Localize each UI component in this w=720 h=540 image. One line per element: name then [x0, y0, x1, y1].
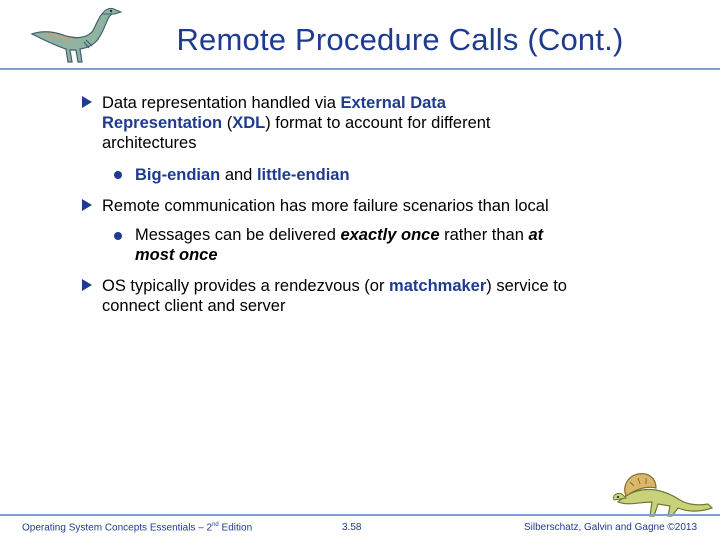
- term-matchmaker: matchmaker: [389, 277, 487, 295]
- bullet-item-1: [102, 93, 522, 153]
- footer-page-number: 3.58: [342, 522, 362, 533]
- footer-book-text: Operating System Concepts Essentials – 2: [22, 522, 213, 534]
- sub-2-1-mid: rather than: [439, 226, 529, 244]
- footer-book-sup: nd: [212, 522, 219, 528]
- round-bullet-icon: [114, 171, 122, 179]
- bullet-3-suffix: ) service to connect client and server: [102, 277, 567, 315]
- sub-2-1-pre: Messages can be delivered: [135, 226, 341, 244]
- sub-item-1-1: [135, 165, 575, 185]
- bullet-item-2: [102, 196, 662, 216]
- bullet-item-3: [102, 276, 602, 316]
- bullet-1-suffix: ) format to account for different architectures: [102, 114, 491, 152]
- footer-book-title: [22, 522, 252, 533]
- term-little-endian: little-endian: [256, 166, 350, 184]
- bullet-2-text: Remote communication has more failure scenarios than local: [102, 197, 549, 215]
- square-bullet-icon: [82, 96, 92, 108]
- footer-divider: [0, 514, 720, 516]
- sub-1-1-and: and: [220, 166, 257, 184]
- term-at-most-once: at most once: [135, 226, 544, 264]
- bullet-1-text: Data representation handled via: [102, 94, 341, 112]
- term-big-endian: Big-endian: [135, 166, 221, 184]
- footer-copyright: Silberschatz, Galvin and Gagne ©2013: [524, 522, 698, 533]
- dinosaur-logo-icon: [608, 462, 718, 518]
- footer-book-end: Edition: [218, 522, 253, 534]
- square-bullet-icon: [82, 199, 92, 211]
- bullet-1-paren-open: (: [222, 114, 233, 132]
- term-xdr: External Data Representation: [102, 94, 446, 132]
- term-exactly-once: exactly once: [340, 226, 440, 244]
- slide-title: Remote Procedure Calls (Cont.): [176, 22, 624, 57]
- round-bullet-icon: [114, 232, 122, 240]
- square-bullet-icon: [82, 279, 92, 291]
- bullet-3-prefix: OS typically provides a rendezvous (or: [102, 277, 390, 295]
- term-xdl: XDL: [232, 114, 266, 132]
- sub-item-2-1: [135, 225, 585, 265]
